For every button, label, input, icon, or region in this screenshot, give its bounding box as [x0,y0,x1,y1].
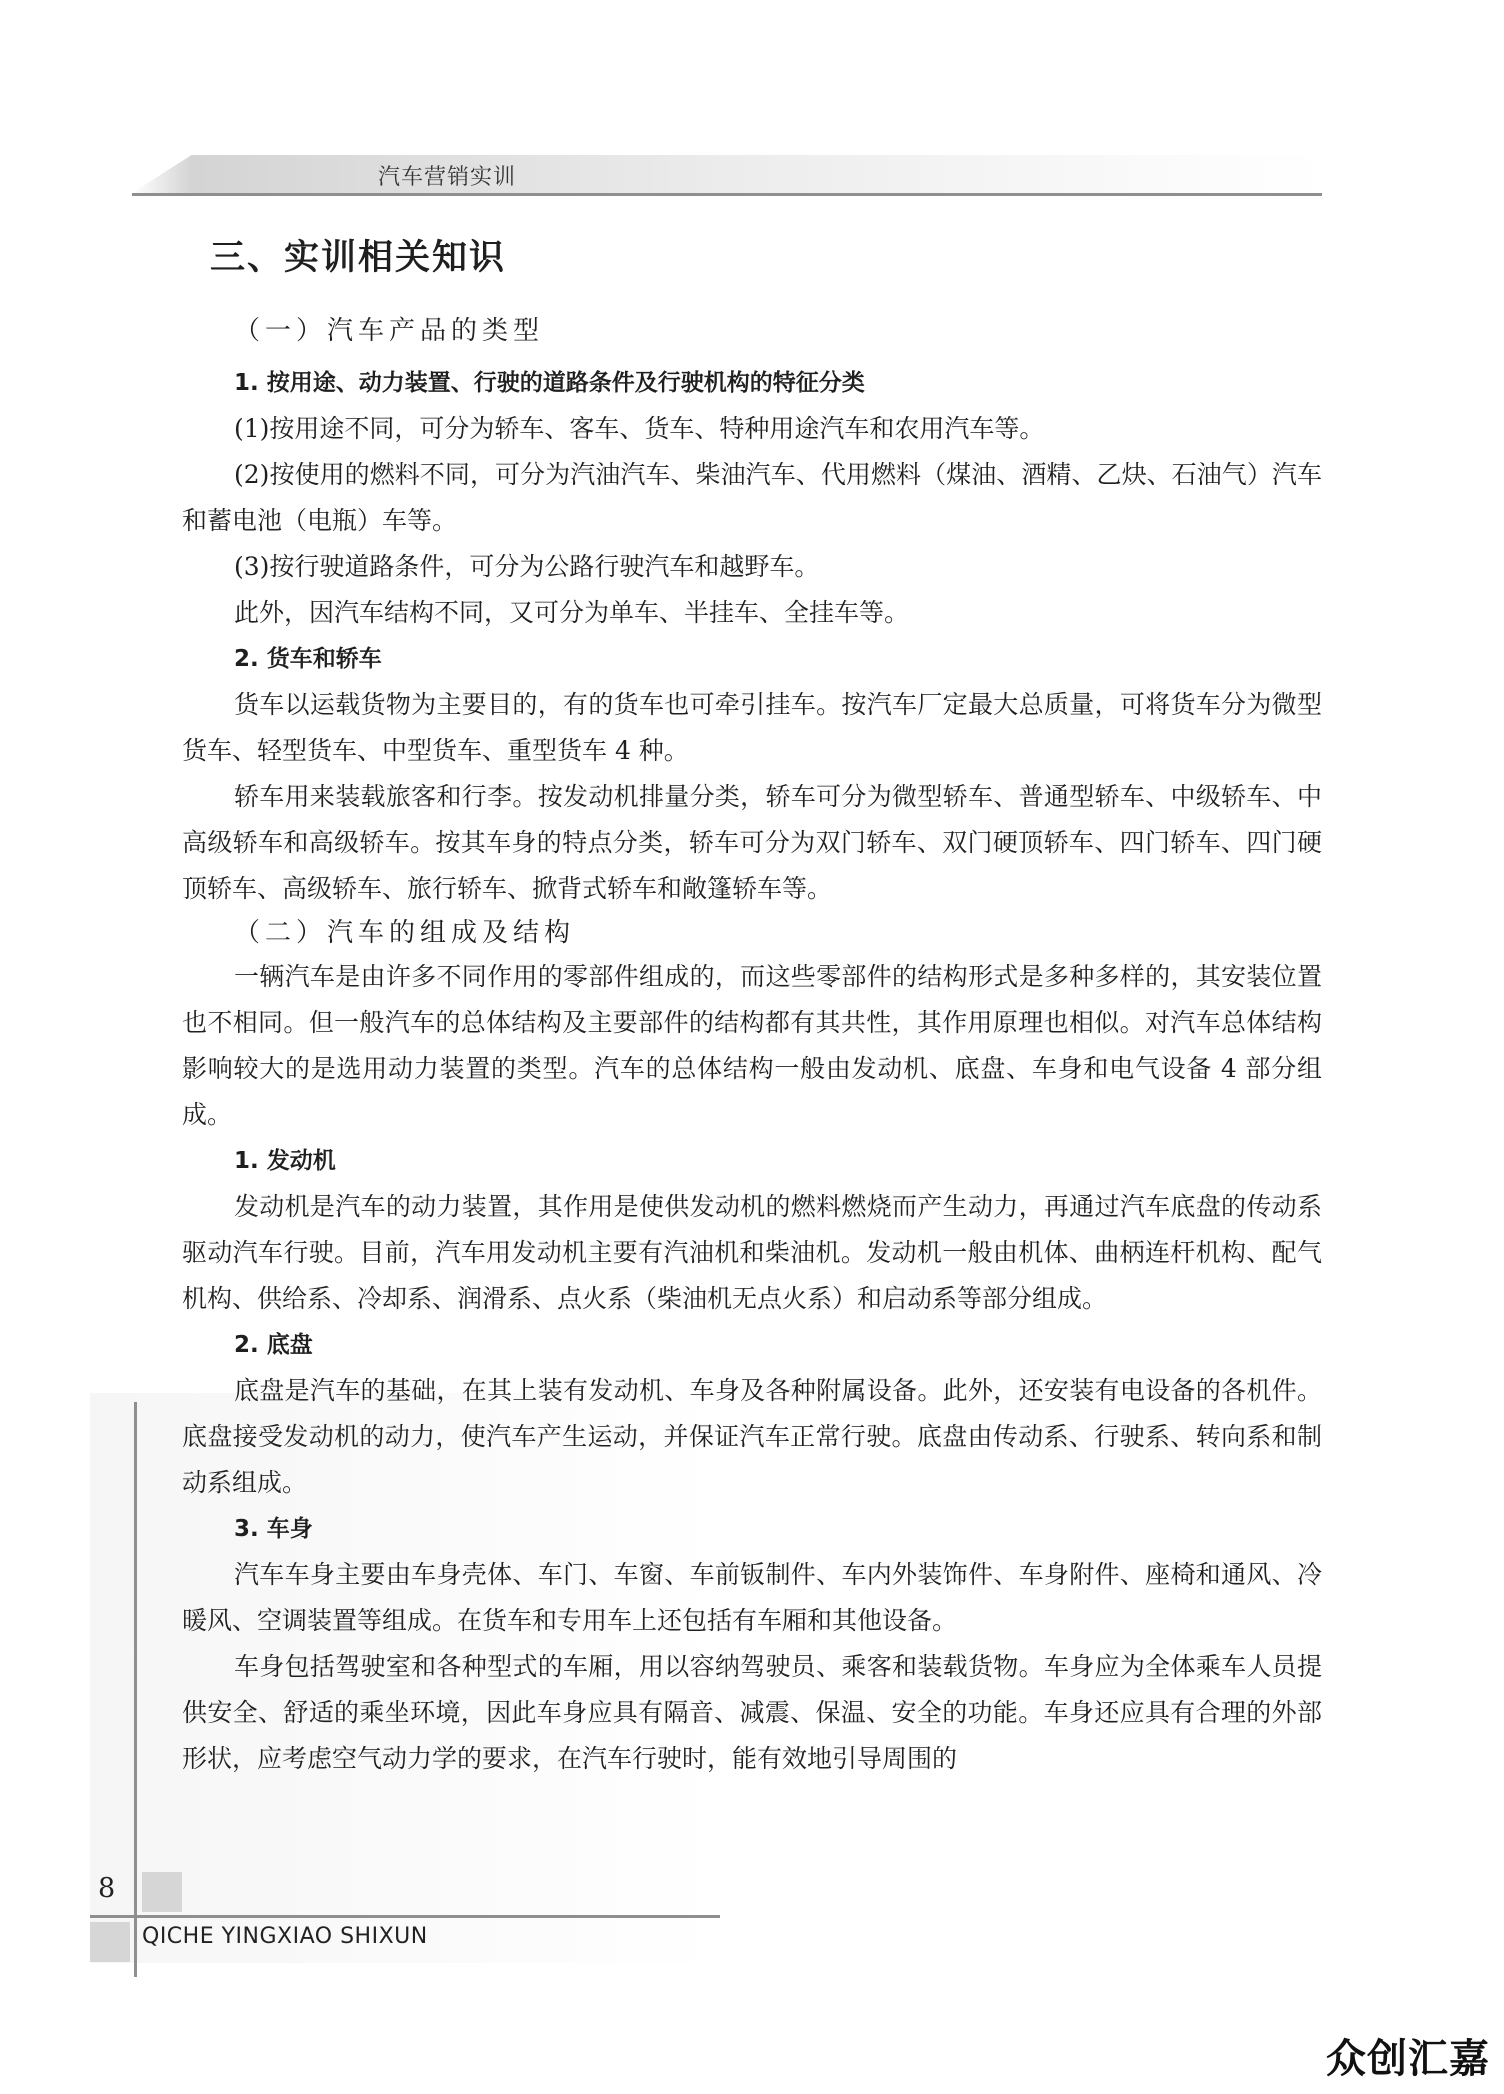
part1-sub1-title: 1. 按用途、动力装置、行驶的道路条件及行驶机构的特征分类 [234,370,865,396]
header-tab-shade [132,155,1322,193]
paragraph: 此外，因汽车结构不同，又可分为单车、半挂车、全挂车等。 [234,598,910,627]
body-title: 3. 车身 [234,1516,313,1542]
engine-title: 1. 发动机 [234,1148,336,1174]
paragraph: 发动机是汽车的动力装置，其作用是使供发动机的燃料燃烧而产生动力，再通过汽车底盘的传动系驱动汽车行驶。目前，汽车用发动机主要有汽油机和柴油机。发动机一般由机体、曲柄连杆机构、配气机构、供给系、冷却系、润滑系、点火系（柴油机无点火系）和启动系等部分组成。 [182,1192,1322,1313]
page-body [182,226,1322,1782]
paragraph: 车身包括驾驶室和各种型式的车厢，用以容纳驾驶员、乘客和装载货物。车身应为全体乘车人员提供安全、舒适的乘坐环境，因此车身应具有隔音、减震、保温、安全的功能。车身还应具有合理的外部形状，应考虑空气动力学的要求，在汽车行驶时，能有效地引导周围的 [182,1652,1322,1773]
part1-title: （一）汽车产品的类型 [234,316,545,346]
folio-square-decoration [90,1922,130,1962]
running-footer-title: QICHE YINGXIAO SHIXUN [142,1924,428,1949]
paragraph: (3)按行驶道路条件，可分为公路行驶汽车和越野车。 [234,552,820,581]
footer-vertical-rule [134,1402,137,1977]
paragraph: 货车以运载货物为主要目的，有的货车也可牵引挂车。按汽车厂定最大总质量，可将货车分为微型货车、轻型货车、中型货车、重型货车 4 种。 [182,690,1322,765]
paragraph: 轿车用来装载旅客和行李。按发动机排量分类，轿车可分为微型轿车、普通型轿车、中级轿车、中高级轿车和高级轿车。按其车身的特点分类，轿车可分为双门轿车、双门硬顶轿车、四门轿车、四门硬顶轿车、高级轿车、旅行轿车、掀背式轿车和敞篷轿车等。 [182,782,1322,903]
chassis-title: 2. 底盘 [234,1332,313,1358]
page-number: 8 [98,1873,116,1904]
paragraph: 一辆汽车是由许多不同作用的零部件组成的，而这些零部件的结构形式是多种多样的，其安装位置也不相同。但一般汽车的总体结构及主要部件的结构都有其共性，其作用原理也相似。对汽车总体结构影响较大的是选用动力装置的类型。汽车的总体结构一般由发动机、底盘、车身和电气设备 4 部分组成。 [182,962,1322,1129]
paragraph: 汽车车身主要由车身壳体、车门、车窗、车前钣制件、车内外装饰件、车身附件、座椅和通风、冷暖风、空调装置等组成。在货车和专用车上还包括有车厢和其他设备。 [182,1560,1322,1635]
watermark-logo: 众创汇嘉 [1326,2036,1490,2082]
section-title: 三、实训相关知识 [210,238,507,278]
folio-square-decoration [142,1872,182,1912]
part2-title: （二）汽车的组成及结构 [234,918,576,948]
part1-sub2-title: 2. 货车和轿车 [234,646,382,672]
paragraph: (1)按用途不同，可分为轿车、客车、货车、特种用途汽车和农用汽车等。 [234,414,1045,443]
paragraph: 底盘是汽车的基础，在其上装有发动机、车身及各种附属设备。此外，还安装有电设备的各机件。底盘接受发动机的动力，使汽车产生运动，并保证汽车正常行驶。底盘由传动系、行驶系、转向系和制动系组成。 [182,1376,1322,1497]
footer-horizontal-rule [90,1915,720,1918]
running-header-title: 汽车营销实训 [378,165,517,190]
paragraph: (2)按使用的燃料不同，可分为汽油汽车、柴油汽车、代用燃料（煤油、酒精、乙炔、石油气）汽车和蓄电池（电瓶）车等。 [182,460,1322,535]
header-divider [132,193,1322,196]
